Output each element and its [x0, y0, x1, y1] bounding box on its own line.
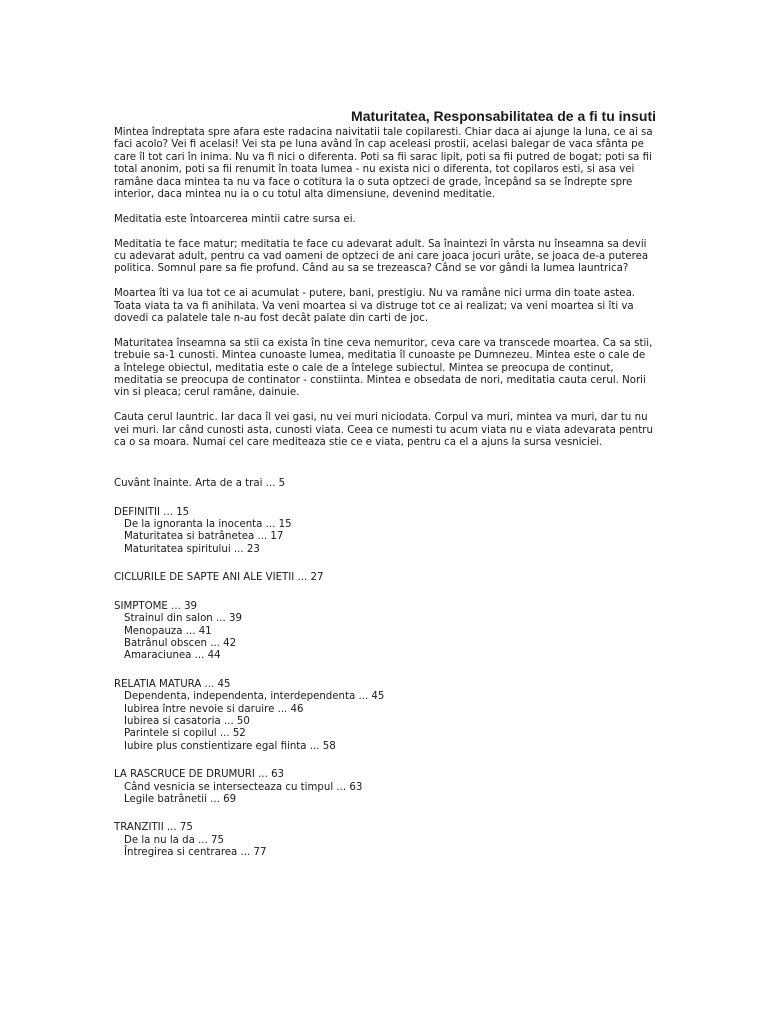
document-title: Maturitatea, Responsabilitatea de a fi tu insuti [351, 108, 656, 124]
toc-item: Maturitatea spiritului ... 23 [124, 543, 260, 555]
paragraph: Mintea îndreptata spre afara este radacina naivitatii tale copilaresti. Chiar daca ai ajunge la luna, ce ai sa faci acolo? Vei fi acelasi! Vei sta pe luna având în cap aceleasi prostii, acelasi balegar de vaca sfânta pe care îl tot cari în inima. Nu va fi nici o diferenta. Poti sa fii sarac lipit, poti sa fii putred de bogat; poti sa fii total anonim, poti sa fii renumit în toata lumea - nu exista nici o diferenta, tot copilaros esti, si asa vei ramâne daca mintea ta nu va face o cotitura la o suta optzeci de grade, începând sa se îndrepte spre interior, daca mintea nu ia o cu totul alta dimensiune, devenind meditatie. [114, 127, 653, 201]
toc-item: Maturitatea si batrânetea ... 17 [124, 531, 284, 543]
paragraph: Moartea îti va lua tot ce ai acumulat - putere, bani, prestigiu. Nu va ramâne nici urma din toate astea. Toata viata ta va fi anihilata. Va veni moartea si va distruge tot ce ai realizat; va veni moartea si îti va dovedi ca palatele tale n-au fost decât palate din carti de joc. [114, 288, 636, 325]
document-page [114, 108, 654, 860]
toc-section-heading: RELATIA MATURA ... 45 [114, 678, 231, 690]
table-of-contents [114, 462, 654, 860]
toc-item: Iubire plus constientizare egal fiinta ... 58 [124, 740, 336, 752]
toc-item: Legile batrânetii ... 69 [124, 793, 237, 805]
toc-item: Amaraciunea ... 44 [124, 650, 221, 662]
toc-section-heading: LA RASCRUCE DE DRUMURI ... 63 [114, 769, 285, 781]
toc-section-heading: SIMPTOME ... 39 [114, 600, 198, 612]
toc-item: Menopauza ... 41 [124, 625, 212, 637]
toc-item: Strainul din salon ... 39 [124, 613, 242, 625]
paragraph: Meditatia te face matur; meditatia te face cu adevarat adult. Sa înaintezi în vârsta nu înseamna sa devii cu adevarat adult, pentru ca vad oameni de optzeci de ani care joaca jocuri urâte, se joaca de-a puterea politica. Somnul pare sa fie profund. Când au sa se trezeasca? Când se vor gândi la lumea launtrica? [114, 238, 649, 275]
toc-item: Iubirea si casatoria ... 50 [124, 715, 250, 727]
paragraph: Maturitatea înseamna sa stii ca exista în tine ceva nemuritor, ceva care va transcede moartea. Ca sa stii, trebuie sa-1 cunosti. Mintea cunoaste lumea, meditatia îl cunoaste pe Dumnezeu. Mintea este o cale de a întelege obiectul, meditatia este o cale de a întelege subiectul. Mintea se preocupa de continut, meditatia se preocupa de continator - constiinta. Mintea e obsedata de nori, meditatia cauta cerul. Norii vin si pleaca; cerul ramâne, dainuie. [114, 337, 653, 399]
toc-item: Întregirea si centrarea ... 77 [124, 847, 267, 859]
toc-section-heading: DEFINITII ... 15 [114, 506, 190, 518]
toc-item: Batrânul obscen ... 42 [124, 637, 237, 649]
paragraph: Cauta cerul launtric. Iar daca îl vei gasi, nu vei muri niciodata. Corpul va muri, mintea va muri, dar tu nu vei muri. Iar când cunosti asta, cunosti viata. Ceea ce numesti tu acum viata nu e viata adevarata pentru ca o sa moara. Numai cel care mediteaza stie ce e viata, pentru ca el a ajuns la sursa vesniciei. [114, 412, 653, 449]
toc-item: De la nu la da ... 75 [124, 834, 224, 846]
toc-section-heading: CICLURILE DE SAPTE ANI ALE VIETII ... 27 [114, 572, 324, 584]
paragraph: Meditatia este întoarcerea mintii catre sursa ei. [114, 213, 356, 225]
toc-item: Dependenta, independenta, interdependenta ... 45 [124, 691, 385, 703]
toc-section-heading: TRANZITII ... 75 [114, 822, 193, 834]
toc-item: Parintele si copilul ... 52 [124, 728, 246, 740]
toc-intro: Cuvânt înainte. Arta de a trai ... 5 [114, 477, 286, 489]
toc-item: De la ignoranta la inocenta ... 15 [124, 519, 292, 531]
toc-item: Iubirea între nevoie si daruire ... 46 [124, 703, 304, 715]
toc-item: Când vesnicia se intersecteaza cu timpul ... 63 [124, 781, 363, 793]
